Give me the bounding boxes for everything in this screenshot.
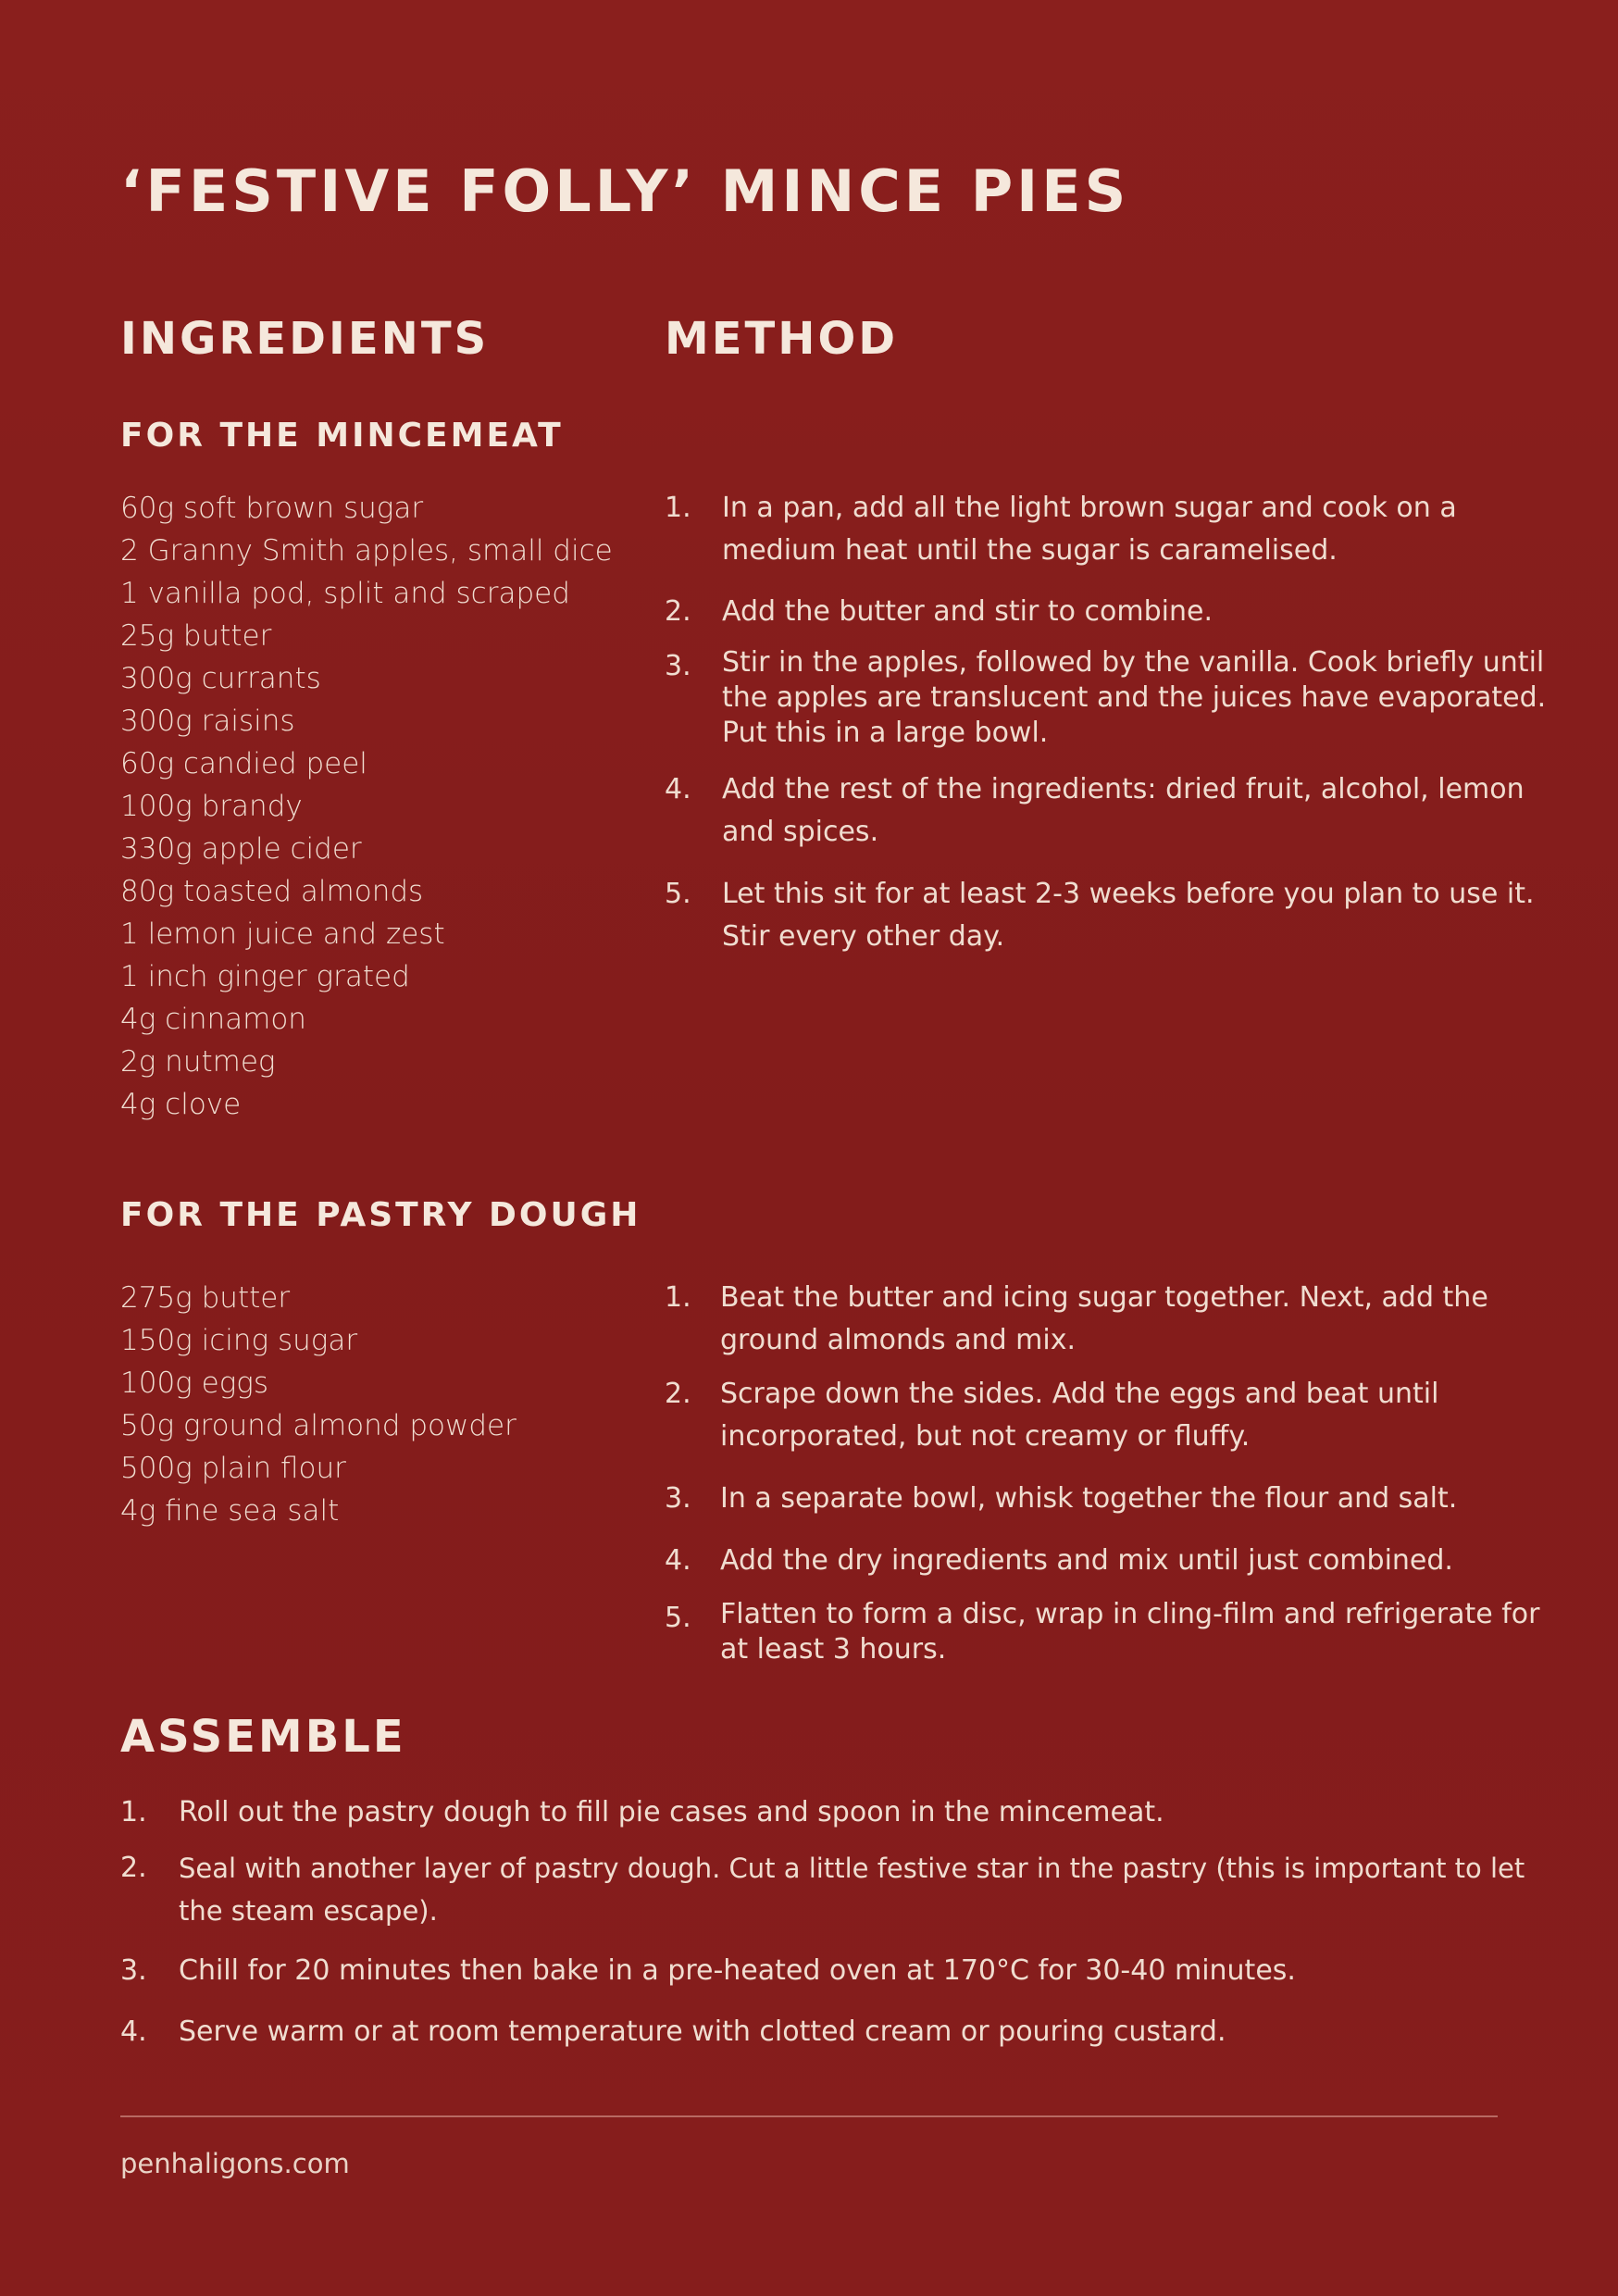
ingredient-item: 100g eggs (120, 1366, 269, 1400)
ingredient-item: 25g butter (120, 619, 272, 653)
step-text: incorporated, but not creamy or fluffy. (720, 1420, 1251, 1453)
step-number: 5. (665, 1602, 691, 1634)
ingredient-item: 60g soft brown sugar (120, 492, 424, 525)
ingredient-item: 50g ground almond powder (120, 1409, 517, 1442)
step-text: the apples are translucent and the juices have evaporated. (722, 681, 1547, 714)
ingredient-item: 330g apple cider (120, 832, 362, 866)
ingredient-item: 500g plain flour (120, 1452, 346, 1485)
step-text: at least 3 hours. (720, 1633, 947, 1666)
ingredient-item: 2 Granny Smith apples, small dice (120, 534, 613, 568)
ingredient-item: 4g cinnamon (120, 1003, 306, 1036)
method-heading: METHOD (665, 313, 899, 365)
step-number: 2. (120, 1852, 147, 1884)
step-number: 1. (120, 1796, 147, 1828)
pastry-heading: FOR THE PASTRY DOUGH (120, 1196, 641, 1234)
ingredient-item: 2g nutmeg (120, 1045, 276, 1079)
ingredient-item: 4g fine sea salt (120, 1494, 340, 1528)
step-text: Put this in a large bowl. (722, 717, 1049, 749)
step-number: 3. (120, 1954, 147, 1987)
step-text: Let this sit for at least 2-3 weeks before you plan to use it. (722, 878, 1535, 910)
step-text: the steam escape). (179, 1895, 438, 1927)
step-text: medium heat until the sugar is caramelised. (722, 534, 1338, 567)
step-text: Seal with another layer of pastry dough. Cut a little festive star in the pastry (this is important to let (179, 1853, 1525, 1884)
mincemeat-heading: FOR THE MINCEMEAT (120, 417, 564, 455)
step-text: Add the rest of the ingredients: dried fruit, alcohol, lemon (722, 773, 1525, 805)
step-text: In a separate bowl, whisk together the flour and salt. (720, 1482, 1458, 1515)
step-text: Stir in the apples, followed by the vanilla. Cook briefly until (722, 646, 1545, 679)
step-number: 2. (665, 1378, 691, 1410)
step-number: 4. (120, 2015, 147, 2048)
step-text: Flatten to form a disc, wrap in cling-film and refrigerate for (720, 1598, 1540, 1630)
ingredient-item: 80g toasted almonds (120, 875, 424, 908)
footer-divider (120, 2115, 1498, 2117)
ingredient-item: 60g candied peel (120, 747, 367, 780)
step-number: 3. (665, 1482, 691, 1515)
step-text: and spices. (722, 816, 879, 848)
ingredient-item: 1 lemon juice and zest (120, 917, 445, 951)
ingredient-item: 300g currants (120, 662, 321, 695)
assemble-heading: ASSEMBLE (120, 1711, 406, 1763)
step-text: Serve warm or at room temperature with clotted cream or pouring custard. (179, 2015, 1226, 2048)
step-text: ground almonds and mix. (720, 1324, 1077, 1356)
step-text: Add the butter and stir to combine. (722, 595, 1213, 628)
step-text: Chill for 20 minutes then bake in a pre-heated oven at 170°C for 30-40 minutes. (179, 1954, 1296, 1987)
step-number: 4. (665, 773, 691, 805)
ingredient-item: 1 vanilla pod, split and scraped (120, 577, 570, 610)
ingredient-item: 4g clove (120, 1088, 242, 1121)
step-number: 1. (665, 492, 691, 524)
step-text: Add the dry ingredients and mix until just combined. (720, 1544, 1453, 1577)
step-text: In a pan, add all the light brown sugar and cook on a (722, 492, 1457, 524)
ingredient-item: 300g raisins (120, 705, 295, 738)
ingredient-item: 1 inch ginger grated (120, 960, 410, 993)
step-text: Beat the butter and icing sugar together. Next, add the (720, 1281, 1488, 1314)
footer-website-link[interactable]: penhaligons.com (120, 2148, 350, 2179)
step-number: 5. (665, 878, 691, 910)
ingredient-item: 100g brandy (120, 790, 303, 823)
step-text: Scrape down the sides. Add the eggs and beat until (720, 1378, 1439, 1410)
ingredient-item: 150g icing sugar (120, 1324, 358, 1357)
step-number: 2. (665, 595, 691, 628)
ingredients-heading: INGREDIENTS (120, 313, 490, 365)
mincemeat-ingredient-list (120, 487, 613, 1126)
step-text: Roll out the pastry dough to fill pie cases and spoon in the mincemeat. (179, 1796, 1164, 1828)
pastry-ingredient-list (120, 1277, 517, 1532)
ingredient-item: 275g butter (120, 1281, 291, 1315)
step-number: 1. (665, 1281, 691, 1314)
step-number: 4. (665, 1544, 691, 1577)
step-number: 3. (665, 650, 691, 682)
page-title: ‘FESTIVE FOLLY’ MINCE PIES (120, 157, 1130, 225)
step-text: Stir every other day. (722, 920, 1005, 953)
